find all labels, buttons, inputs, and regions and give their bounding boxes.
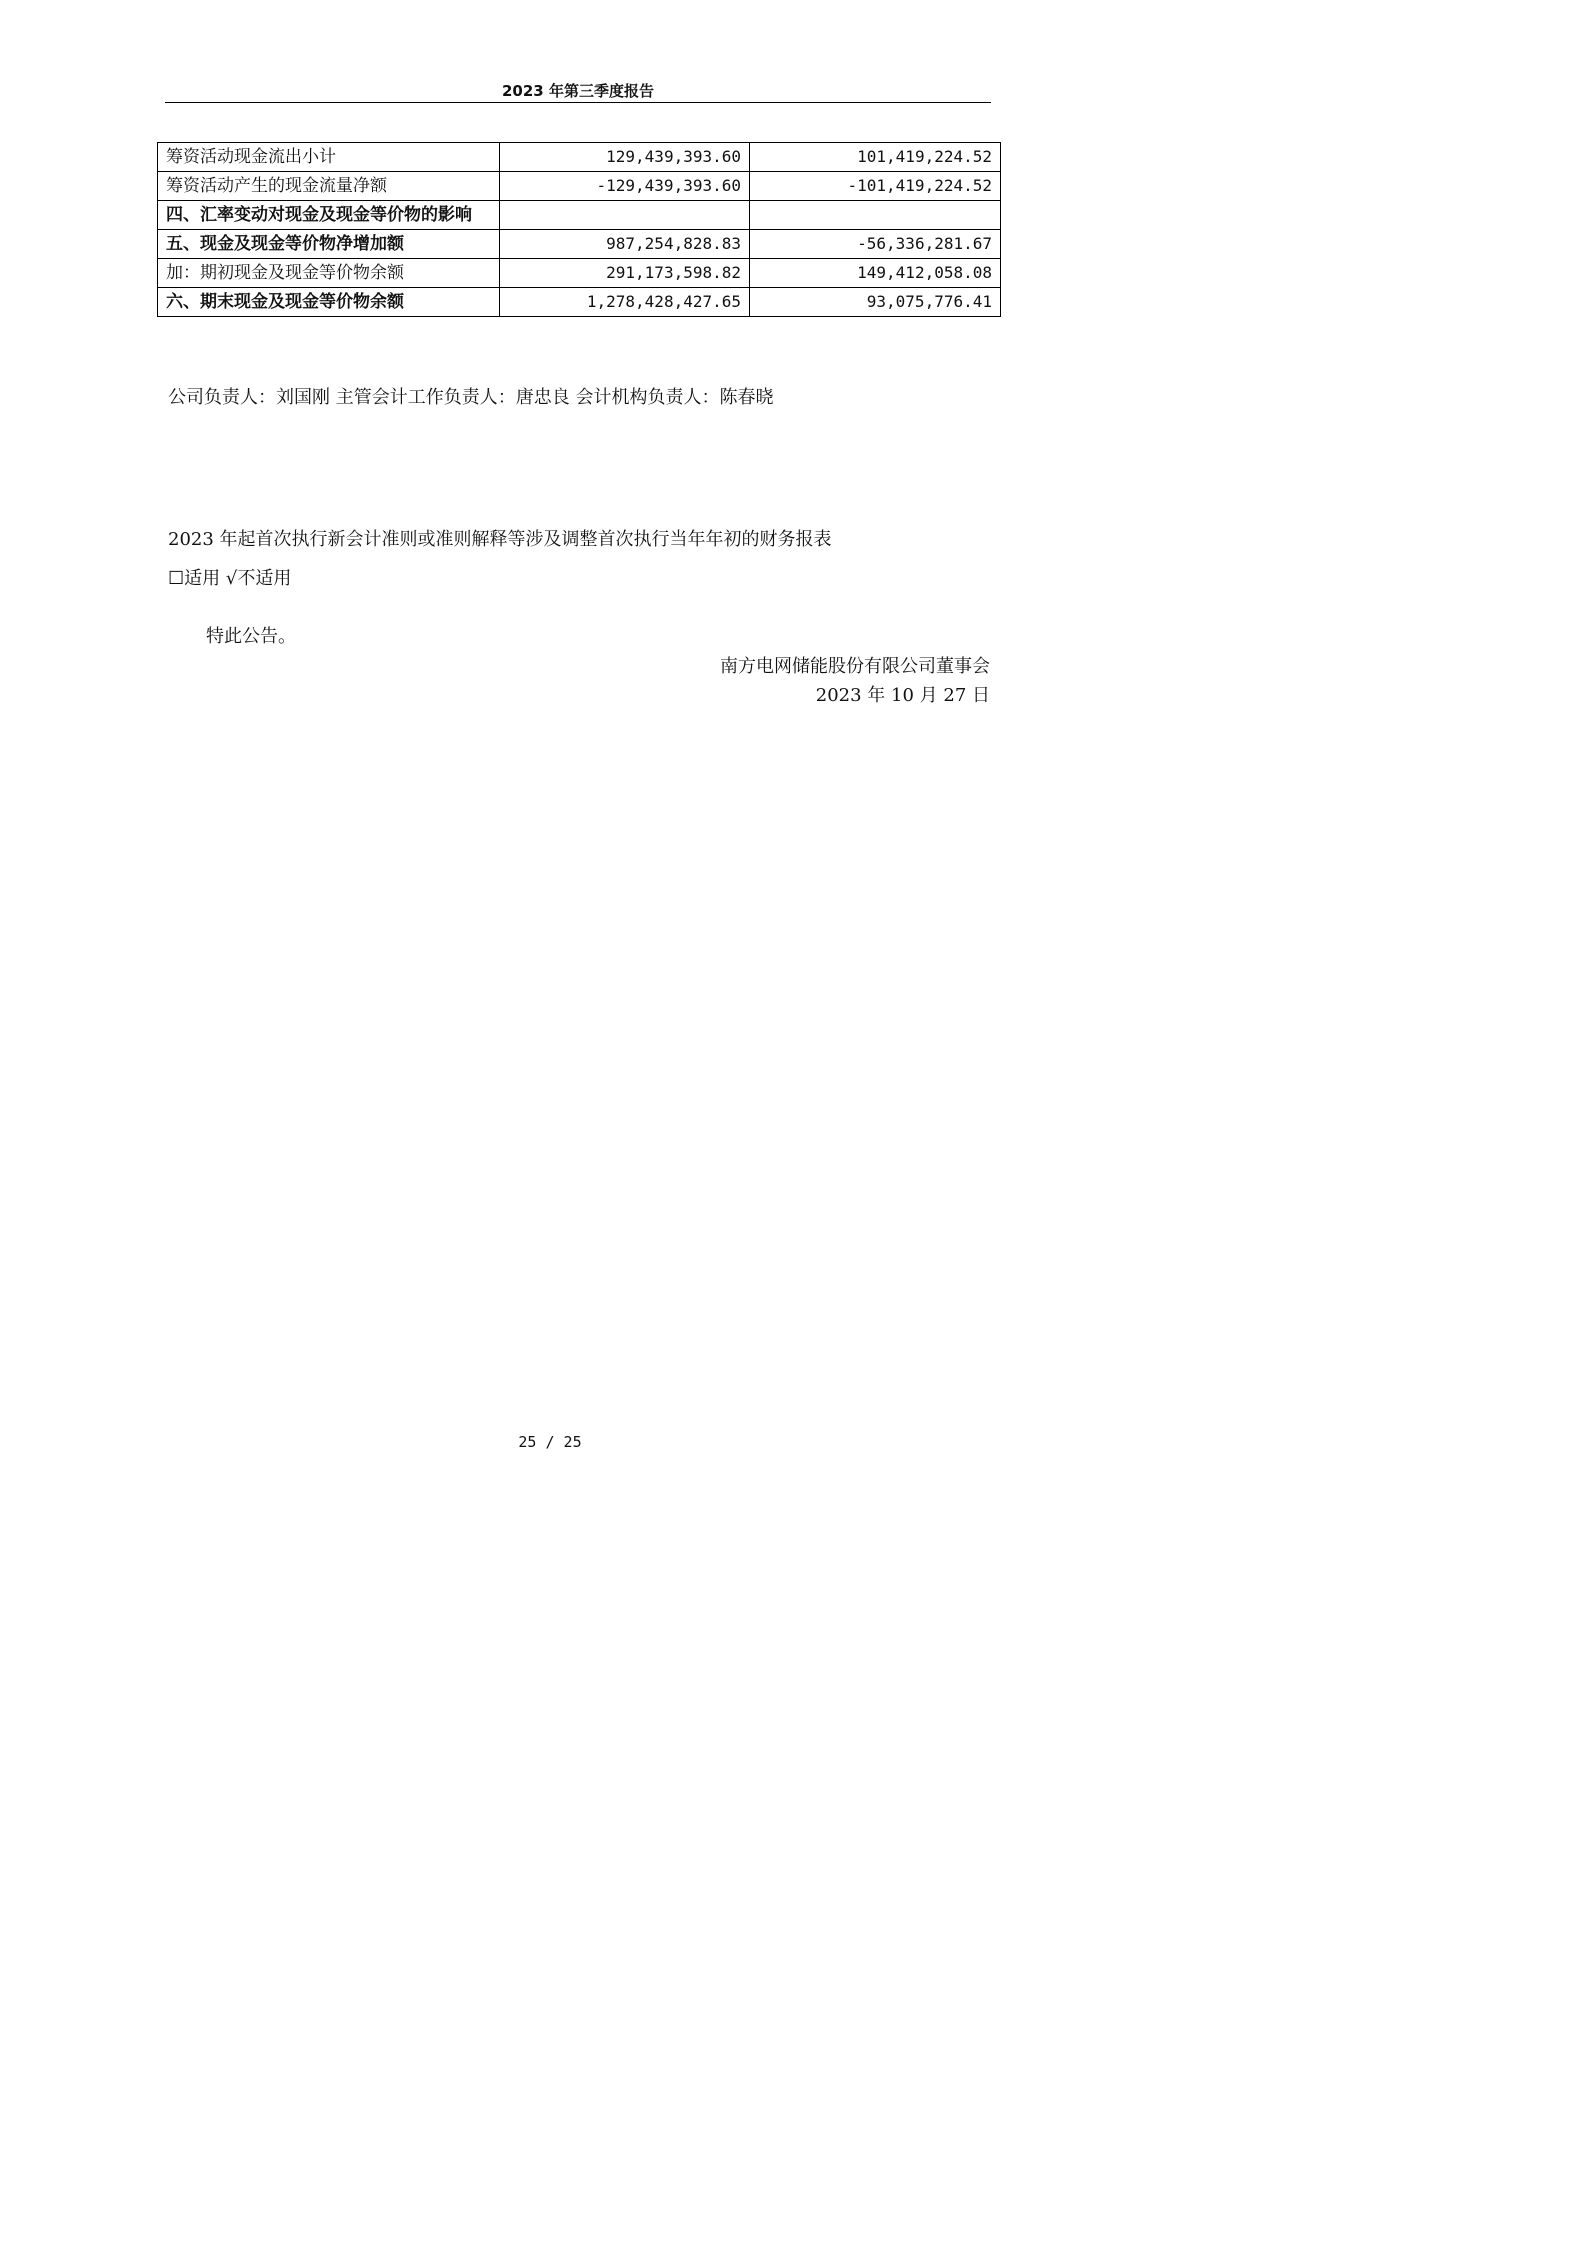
table-row <box>158 259 1001 288</box>
page-number: 25 / 25 <box>518 1433 582 1451</box>
header-divider <box>165 102 991 103</box>
current-period-value: 291,173,598.82 <box>500 259 750 288</box>
current-period-value: 987,254,828.83 <box>500 230 750 259</box>
row-label: 加：期初现金及现金等价物余额 <box>158 259 500 288</box>
current-period-value <box>500 201 750 230</box>
report-header-title: 2023 年第三季度报告 <box>502 82 654 100</box>
table-row <box>158 288 1001 317</box>
table-row <box>158 201 1001 230</box>
applicability-options: ☐适用 √不适用 <box>168 568 292 589</box>
cash-flow-table <box>157 142 1001 317</box>
announcement-text: 特此公告。 <box>206 626 296 647</box>
table-row <box>158 230 1001 259</box>
previous-period-value: 101,419,224.52 <box>750 143 1001 172</box>
previous-period-value: -56,336,281.67 <box>750 230 1001 259</box>
row-label: 筹资活动产生的现金流量净额 <box>158 172 500 201</box>
announcement-date: 2023 年 10 月 27 日 <box>815 685 990 706</box>
signatories-line: 公司负责人：刘国刚 主管会计工作负责人：唐忠良 会计机构负责人：陈春晓 <box>168 387 774 408</box>
table-row <box>158 172 1001 201</box>
row-label: 六、期末现金及现金等价物余额 <box>158 288 500 317</box>
company-board-name: 南方电网储能股份有限公司董事会 <box>720 656 990 677</box>
row-label: 筹资活动现金流出小计 <box>158 143 500 172</box>
accounting-standards-note: 2023 年起首次执行新会计准则或准则解释等涉及调整首次执行当年年初的财务报表 <box>168 529 832 550</box>
current-period-value: -129,439,393.60 <box>500 172 750 201</box>
previous-period-value: 149,412,058.08 <box>750 259 1001 288</box>
previous-period-value <box>750 201 1001 230</box>
table-row <box>158 143 1001 172</box>
row-label: 四、汇率变动对现金及现金等价物的影响 <box>158 201 500 230</box>
current-period-value: 1,278,428,427.65 <box>500 288 750 317</box>
previous-period-value: 93,075,776.41 <box>750 288 1001 317</box>
row-label: 五、现金及现金等价物净增加额 <box>158 230 500 259</box>
previous-period-value: -101,419,224.52 <box>750 172 1001 201</box>
current-period-value: 129,439,393.60 <box>500 143 750 172</box>
